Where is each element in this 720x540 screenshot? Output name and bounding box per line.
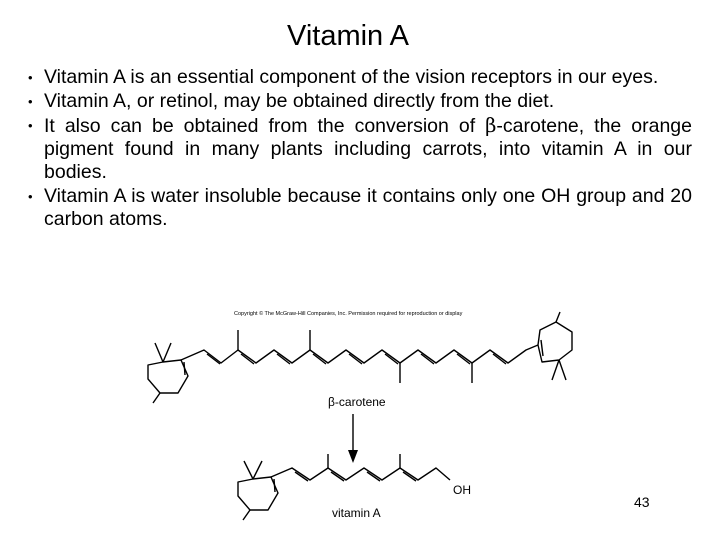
copyright-notice: Copyright © The McGraw-Hill Companies, Inc. Permission required for reproduction or display bbox=[234, 311, 463, 317]
bullet-text: Vitamin A, or retinol, may be obtained directly from the diet. bbox=[44, 90, 555, 112]
bullet-item bbox=[22, 90, 692, 113]
page-number: 43 bbox=[634, 494, 650, 510]
slide-title: Vitamin A bbox=[287, 20, 409, 52]
greek-beta-symbol: β bbox=[485, 114, 497, 137]
bullet-item bbox=[22, 66, 692, 89]
bullet-item bbox=[22, 185, 692, 231]
beta-carotene-structure bbox=[148, 312, 572, 403]
beta-carotene-label: β-carotene bbox=[328, 395, 386, 409]
bullet-dot-icon: • bbox=[28, 70, 33, 85]
vitamin-a-label: vitamin A bbox=[332, 506, 381, 520]
chemical-structure-figure bbox=[140, 304, 590, 530]
bullet-text: It also can be obtained from the conversion of bbox=[44, 115, 486, 137]
bullet-text-continued: -carotene, the orange pigment found in many plants including carrots, into vitamin A in our bodies. bbox=[44, 115, 692, 183]
bullet-dot-icon: • bbox=[28, 118, 33, 133]
bullet-item bbox=[22, 114, 692, 184]
bullet-dot-icon: • bbox=[28, 94, 33, 109]
bullet-dot-icon: • bbox=[28, 189, 33, 204]
hydroxyl-label: OH bbox=[453, 483, 471, 497]
conversion-arrow-icon bbox=[348, 414, 358, 463]
bullet-text: Vitamin A is water insoluble because it contains only one OH group and 20 carbon atoms. bbox=[44, 185, 692, 230]
bullet-list bbox=[22, 66, 692, 232]
bullet-text: Vitamin A is an essential component of the vision receptors in our eyes. bbox=[44, 66, 659, 88]
